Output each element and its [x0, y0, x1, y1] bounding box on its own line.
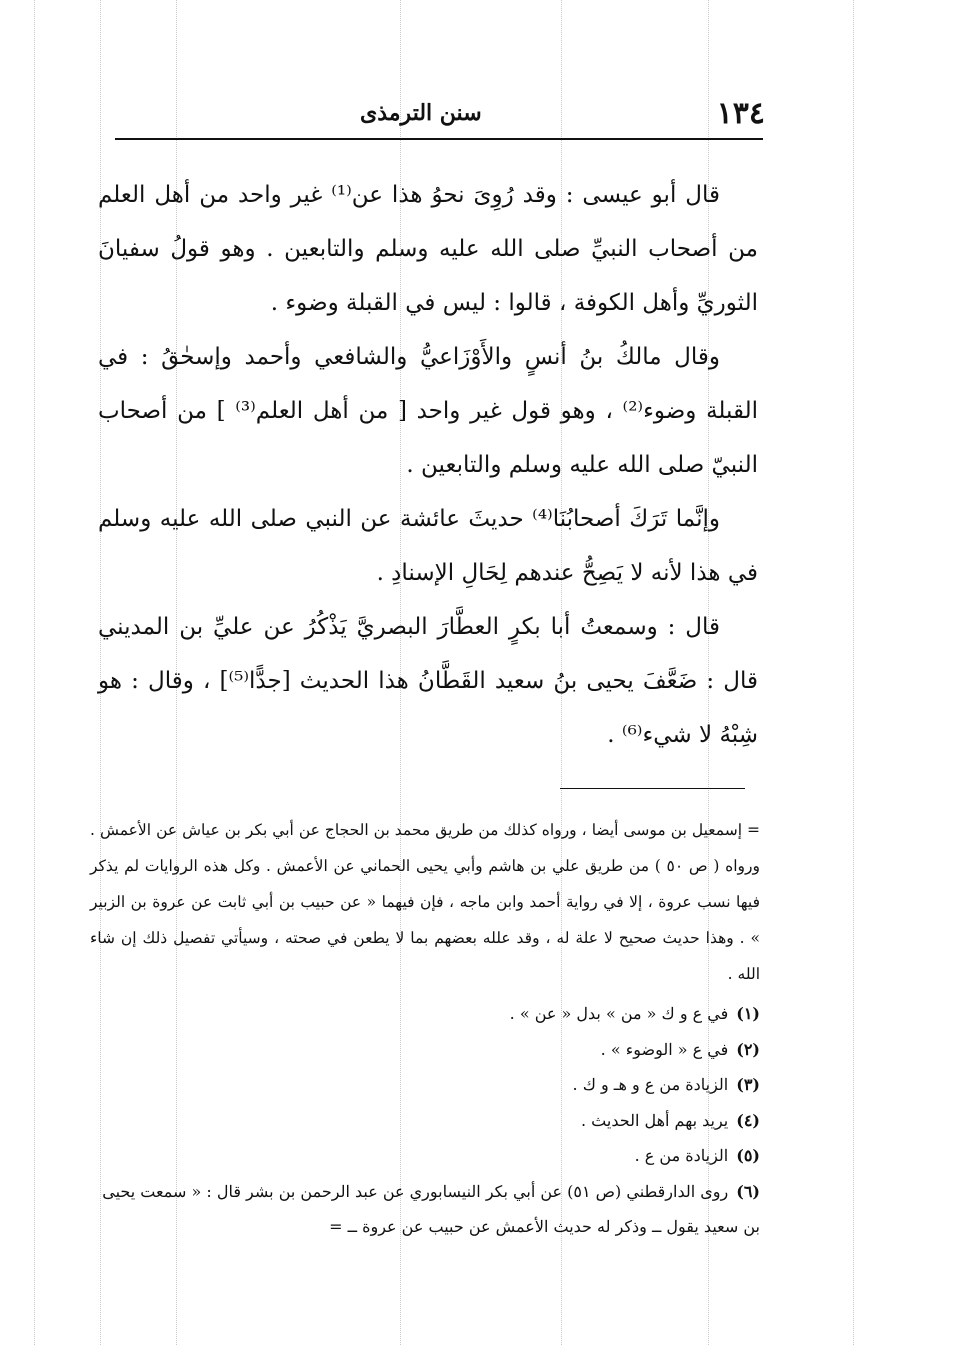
footnote-continuation: = إسمعيل بن موسى أيضا ، ورواه كذلك من طريق محمد بن الحجاج عن أبي بكر بن عياش عن الأعمش . ورواه ( ص ٥٠ ) من طريق علي بن هاشم وأبي يحيى الحماني عن الأعمش . وكل هذه الروايات لم يذكر فيها نسب عروة ، إلا في رواية أحمد وابن ماجه ، فإن فيهما « عن حبيب بن أبي ثابت عن عروة بن الزبير » . وهذا حديث صحيح لا علة له ، وقد علله بعضهم بما لا يطعن في صحته ، وسيأتي تفصيل ذلك إن شاء الله .	[90, 821, 760, 983]
footnote-item	[90, 1103, 760, 1139]
footnote-text: في ع و ك « من » بدل « عن » .	[509, 1004, 729, 1023]
footnote-item	[90, 1174, 760, 1245]
page-header	[115, 92, 765, 138]
footnote-item	[90, 1067, 760, 1103]
paragraph: قال : وسمعتُ أبا بكرٍ العطَّارَ البصريَّ يَذْكُرُ عن عليِّ بن المديني قال : ضَعَّفَ يحيى بنُ سعيد القَطَّانُ هذا الحديث [جدًّا⁽⁵⁾] ، وقال : هو شِبْهُ لا شيء⁽⁶⁾ .	[98, 614, 759, 748]
footnote-mark: (٢)	[736, 1039, 760, 1059]
paragraph: وقال مالكُ بنُ أنسٍ والأَوْزَاعيُّ والشافعي وأحمد وإسحٰقُ : في القبلة وضوء⁽²⁾ ، وهو قول غير واحد [ من أهل العلم⁽³⁾ ] من أصحاب النبيّ صلى الله عليه وسلم والتابعين .	[98, 344, 758, 478]
header-rule	[115, 138, 763, 140]
footnote-text: الزيادة من ع .	[634, 1146, 729, 1165]
paragraph: قال أبو عيسى : وقد رُوِىَ نحوُ هذا عن⁽¹⁾ غير واحد من أهل العلم من أصحاب النبيِّ صلى الله عليه وسلم والتابعين . وهو قولُ سفيانَ الثوريِّ وأهل الكوفة ، قالوا : ليس في القبلة وضوء .	[98, 182, 758, 316]
main-text	[98, 168, 758, 762]
footnote-text: الزيادة من ع و هـ و ك .	[572, 1075, 729, 1094]
scan-guide-line	[34, 0, 35, 1345]
footnote-text: روى الدارقطني (ص ٥١) عن أبي بكر النيسابوري عن عبد الرحمن بن بشر قال : « سمعت يحيى بن سعيد يقول ــ وذكر له حديث الأعمش عن حبيب عن عروة ــ =	[102, 1181, 760, 1236]
footnote-mark: (٣)	[736, 1075, 760, 1094]
footnote-mark: (٥)	[736, 1146, 760, 1165]
footnote-item	[90, 1032, 760, 1068]
footnotes	[90, 812, 760, 1245]
footnote-text: في ع « الوضوء » .	[600, 1039, 729, 1059]
footnote-list	[90, 996, 760, 1245]
footnote-text: يريد بهم أهل الحديث .	[581, 1110, 729, 1130]
page-number: ١٣٤	[716, 96, 765, 131]
footnote-mark: (١)	[736, 1004, 760, 1023]
running-title: سنن الترمذی	[360, 100, 482, 126]
paragraph: وإنَّما تَرَكَ أصحابُنَا⁽⁴⁾ حديثَ عائشة عن النبي صلى الله عليه وسلم في هذا لأنه لا يَصِحُّ عندهم لِحَالِ الإسنادِ .	[98, 506, 758, 586]
footnote-mark: (٦)	[736, 1181, 760, 1201]
footnote-item	[90, 996, 760, 1032]
scan-guide-line	[853, 0, 854, 1345]
footnote-separator	[560, 788, 745, 789]
footnote-item	[90, 1138, 760, 1174]
footnote-mark: (٤)	[736, 1110, 760, 1130]
